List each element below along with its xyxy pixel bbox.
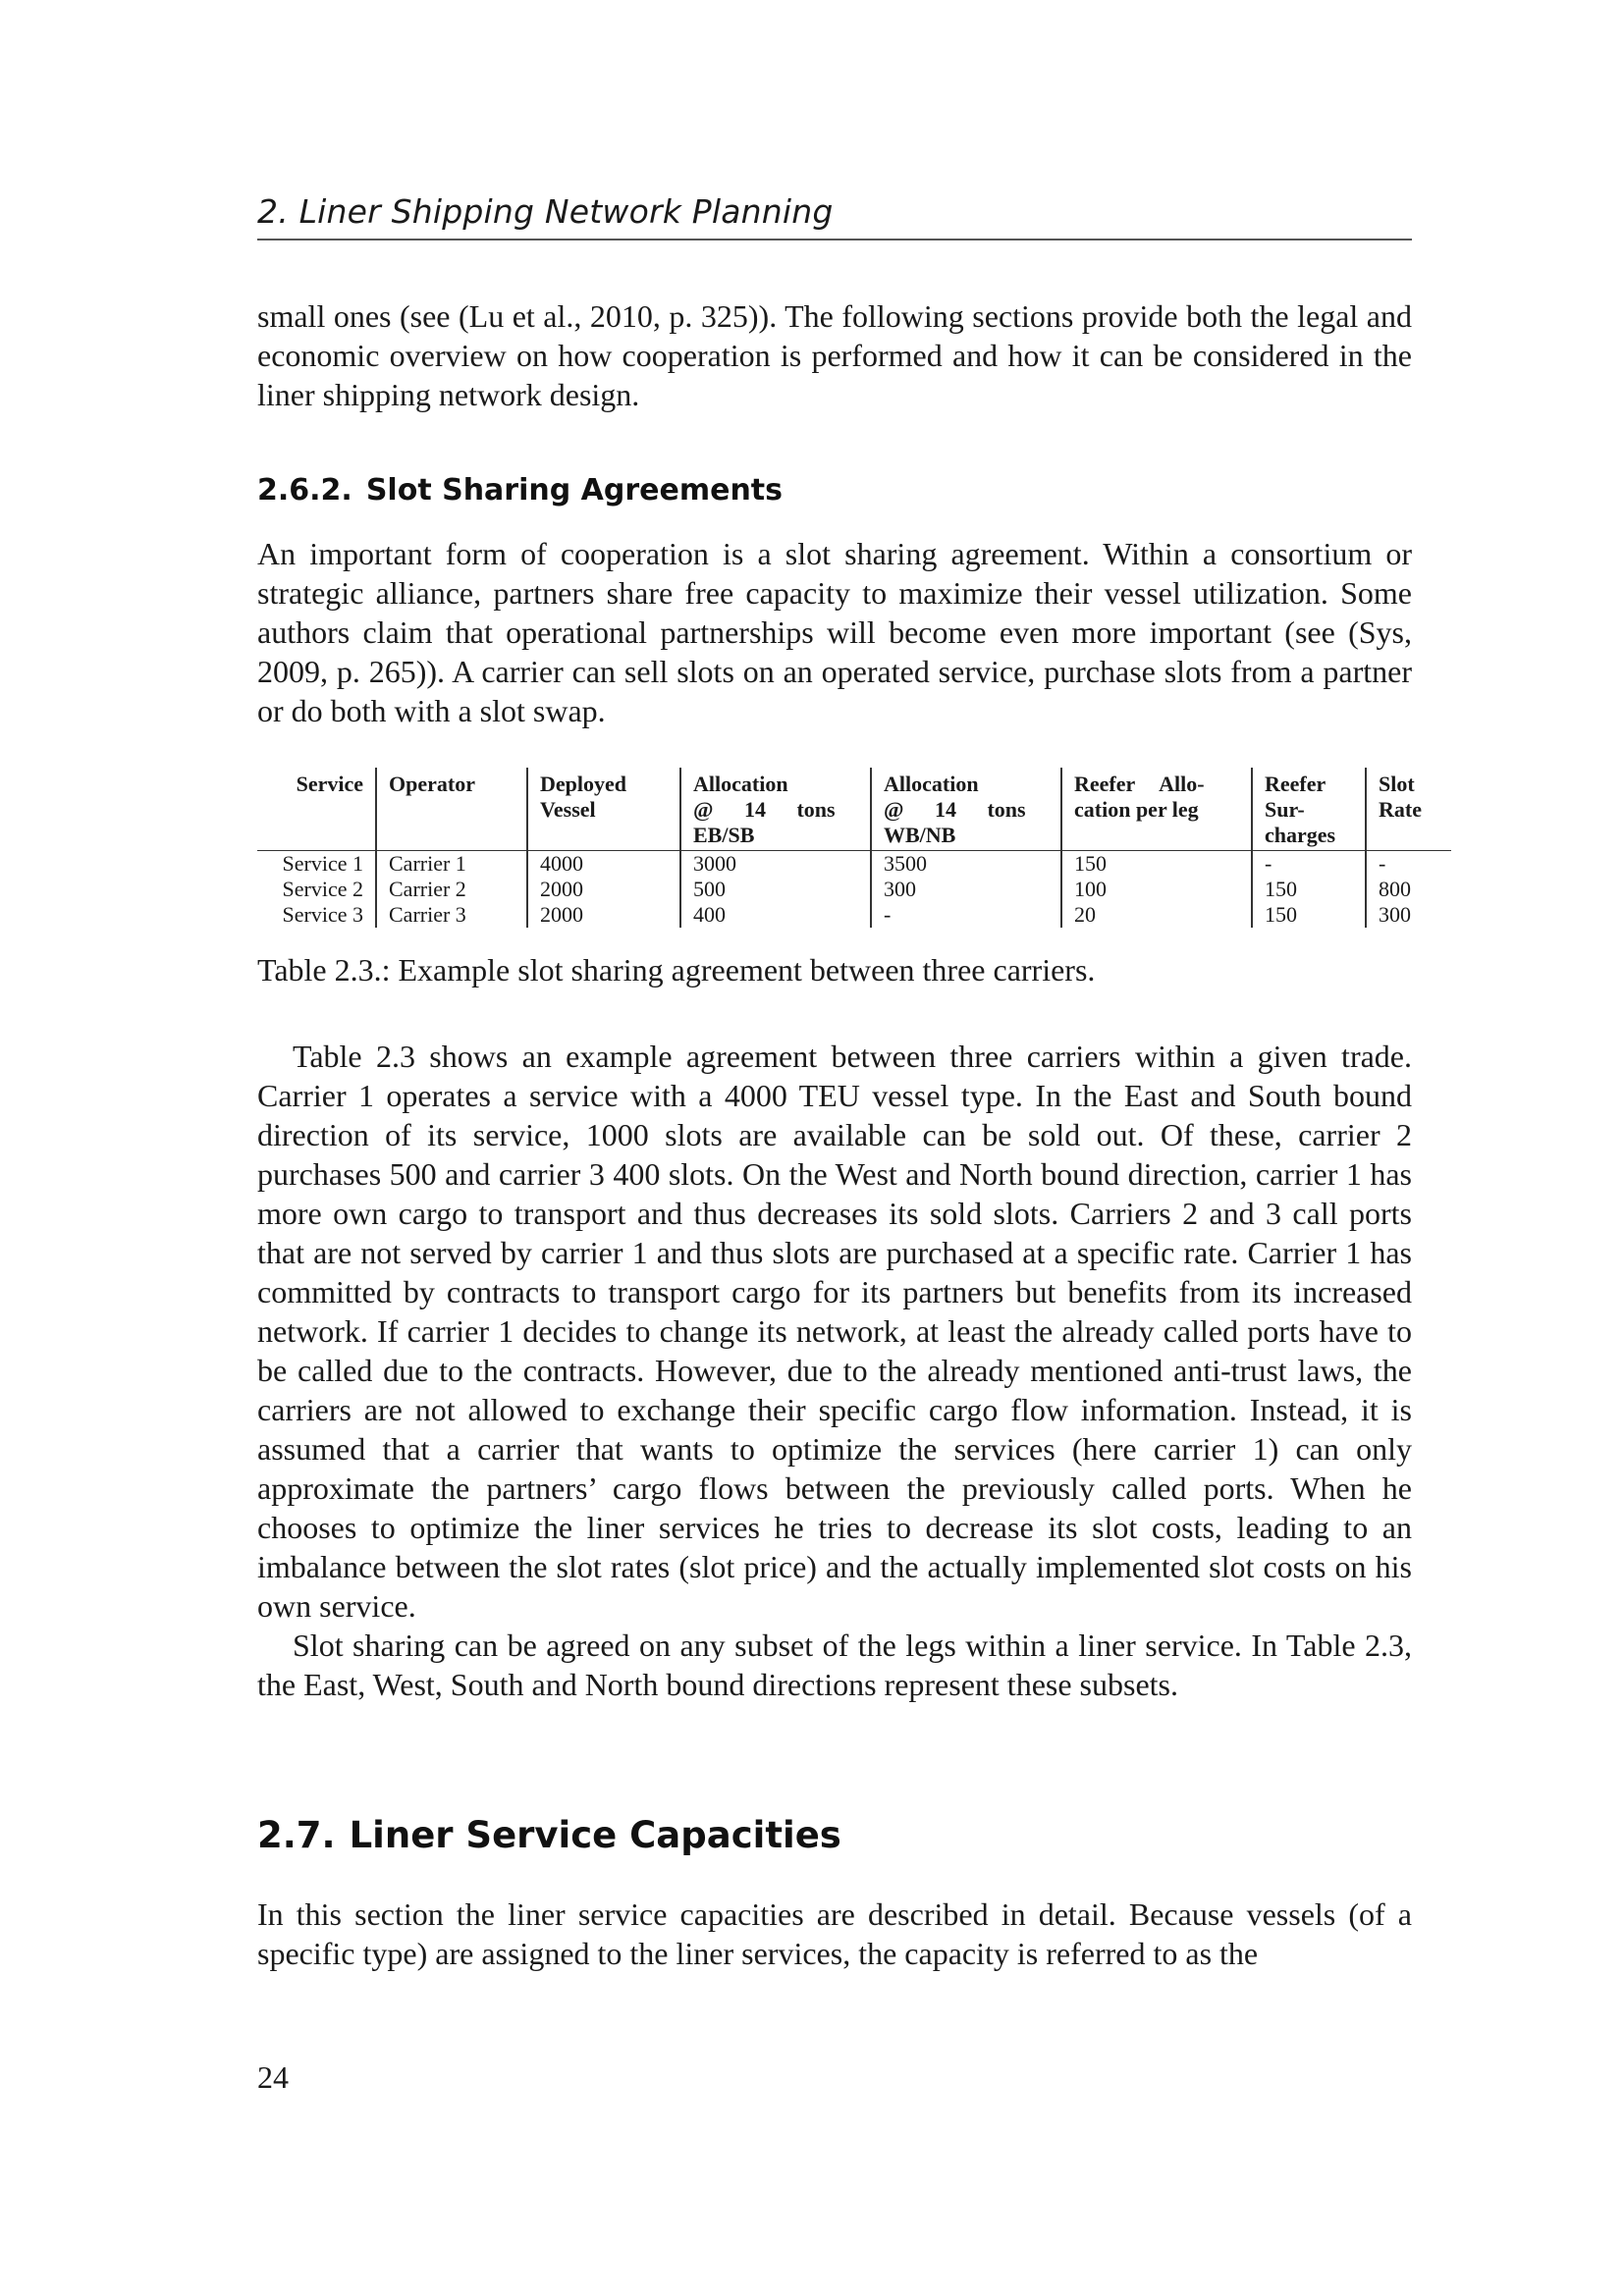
table-row: Service 2 Carrier 2 2000 500 300 100 150 800 — [257, 877, 1451, 902]
intro-paragraph-block — [257, 296, 1412, 414]
slot-sharing-paragraph-block — [257, 534, 1412, 730]
table-header-row — [257, 768, 1451, 851]
header-allocation-eb-sb: Allocation @ 14 tons EB/SB — [680, 768, 871, 851]
section-number: 2.6.2. — [257, 473, 352, 507]
section-2-7-heading — [257, 1814, 1412, 1856]
body-paragraph-block — [257, 1037, 1412, 1704]
section-title: Slot Sharing Agreements — [365, 473, 784, 507]
slot-sharing-table — [257, 768, 1451, 928]
section-title: Liner Service Capacities — [349, 1814, 841, 1856]
section-2-6-2-heading — [257, 473, 1412, 507]
header-allocation-wb-nb: Allocation @ 14 tons WB/NB — [871, 768, 1061, 851]
header-slot-rate: Slot Rate — [1366, 768, 1451, 851]
capacities-paragraph: In this section the liner service capacities are described in detail. Because vessels (of a specific type) are assigned to the liner services, the capacity is referred to as the — [257, 1896, 1412, 1971]
body-paragraph-1: Table 2.3 shows an example agreement between three carriers within a given trade. Carrier 1 operates a service with a 4000 TEU vessel type. In the East and South bound direction of its service, 1000 slots are available can be sold out. Of these, carrier 2 purchases 500 and carrier 3 400 slots. On the West and North bound direction, carrier 1 has more own cargo to transport and thus decreases its sold slots. Carriers 2 and 3 call ports that are not served by carrier 1 and thus slots are purchased at a specific rate. Carrier 1 has committed by contracts to transport cargo for its partners but benefits from its increased network. If carrier 1 decides to change its network, at least the already called ports have to be called due to the contracts. However, due to the already mentioned anti-trust laws, the carriers are not allowed to exchange their specific cargo flow information. Instead, it is assumed that a carrier that wants to optimize the services (here carrier 1) can only approximate the partners’ cargo flows between the previously called ports. When he chooses to optimize the liner services he tries to decrease its slot costs, leading to an imbalance between the slot rates (slot price) and the actually implemented slot costs on his own service. — [257, 1039, 1412, 1624]
page-number: 24 — [257, 2059, 289, 2095]
slot-sharing-paragraph: An important form of cooperation is a slot sharing agreement. Within a consortium or strategic alliance, partners share free capacity to maximize their vessel utilization. Some authors claim that operational partnerships will become even more important (see (Sys, 2009, p. 265)). A carrier can sell slots on an operated service, purchase slots from a partner or do both with a slot swap. — [257, 536, 1412, 728]
header-reefer-allocation: Reefer Allo- cation per leg — [1061, 768, 1252, 851]
intro-paragraph: small ones (see (Lu et al., 2010, p. 325)). The following sections provide both the legal and economic overview on how cooperation is performed and how it can be considered in the liner shipping network design. — [257, 298, 1412, 412]
table-caption: Table 2.3.: Example slot sharing agreement between three carriers. — [257, 952, 1096, 988]
table-row: Service 1 Carrier 1 4000 3000 3500 150 - - — [257, 851, 1451, 878]
capacities-paragraph-block — [257, 1895, 1412, 1973]
header-operator: Operator — [376, 768, 527, 851]
header-deployed-vessel: Deployed Vessel — [527, 768, 680, 851]
slot-sharing-table-wrap — [257, 768, 1465, 928]
header-service: Service — [296, 772, 363, 796]
section-number: 2.7. — [257, 1814, 336, 1856]
table-row: Service 3 Carrier 3 2000 400 - 20 150 300 — [257, 902, 1451, 928]
header-reefer-surcharges: Reefer Sur- charges — [1252, 768, 1366, 851]
running-header: 2. Liner Shipping Network Planning — [257, 192, 1412, 240]
body-paragraph-2: Slot sharing can be agreed on any subset of the legs within a liner service. In Table 2.3, the East, West, South and North bound directions represent these subsets. — [257, 1628, 1412, 1702]
